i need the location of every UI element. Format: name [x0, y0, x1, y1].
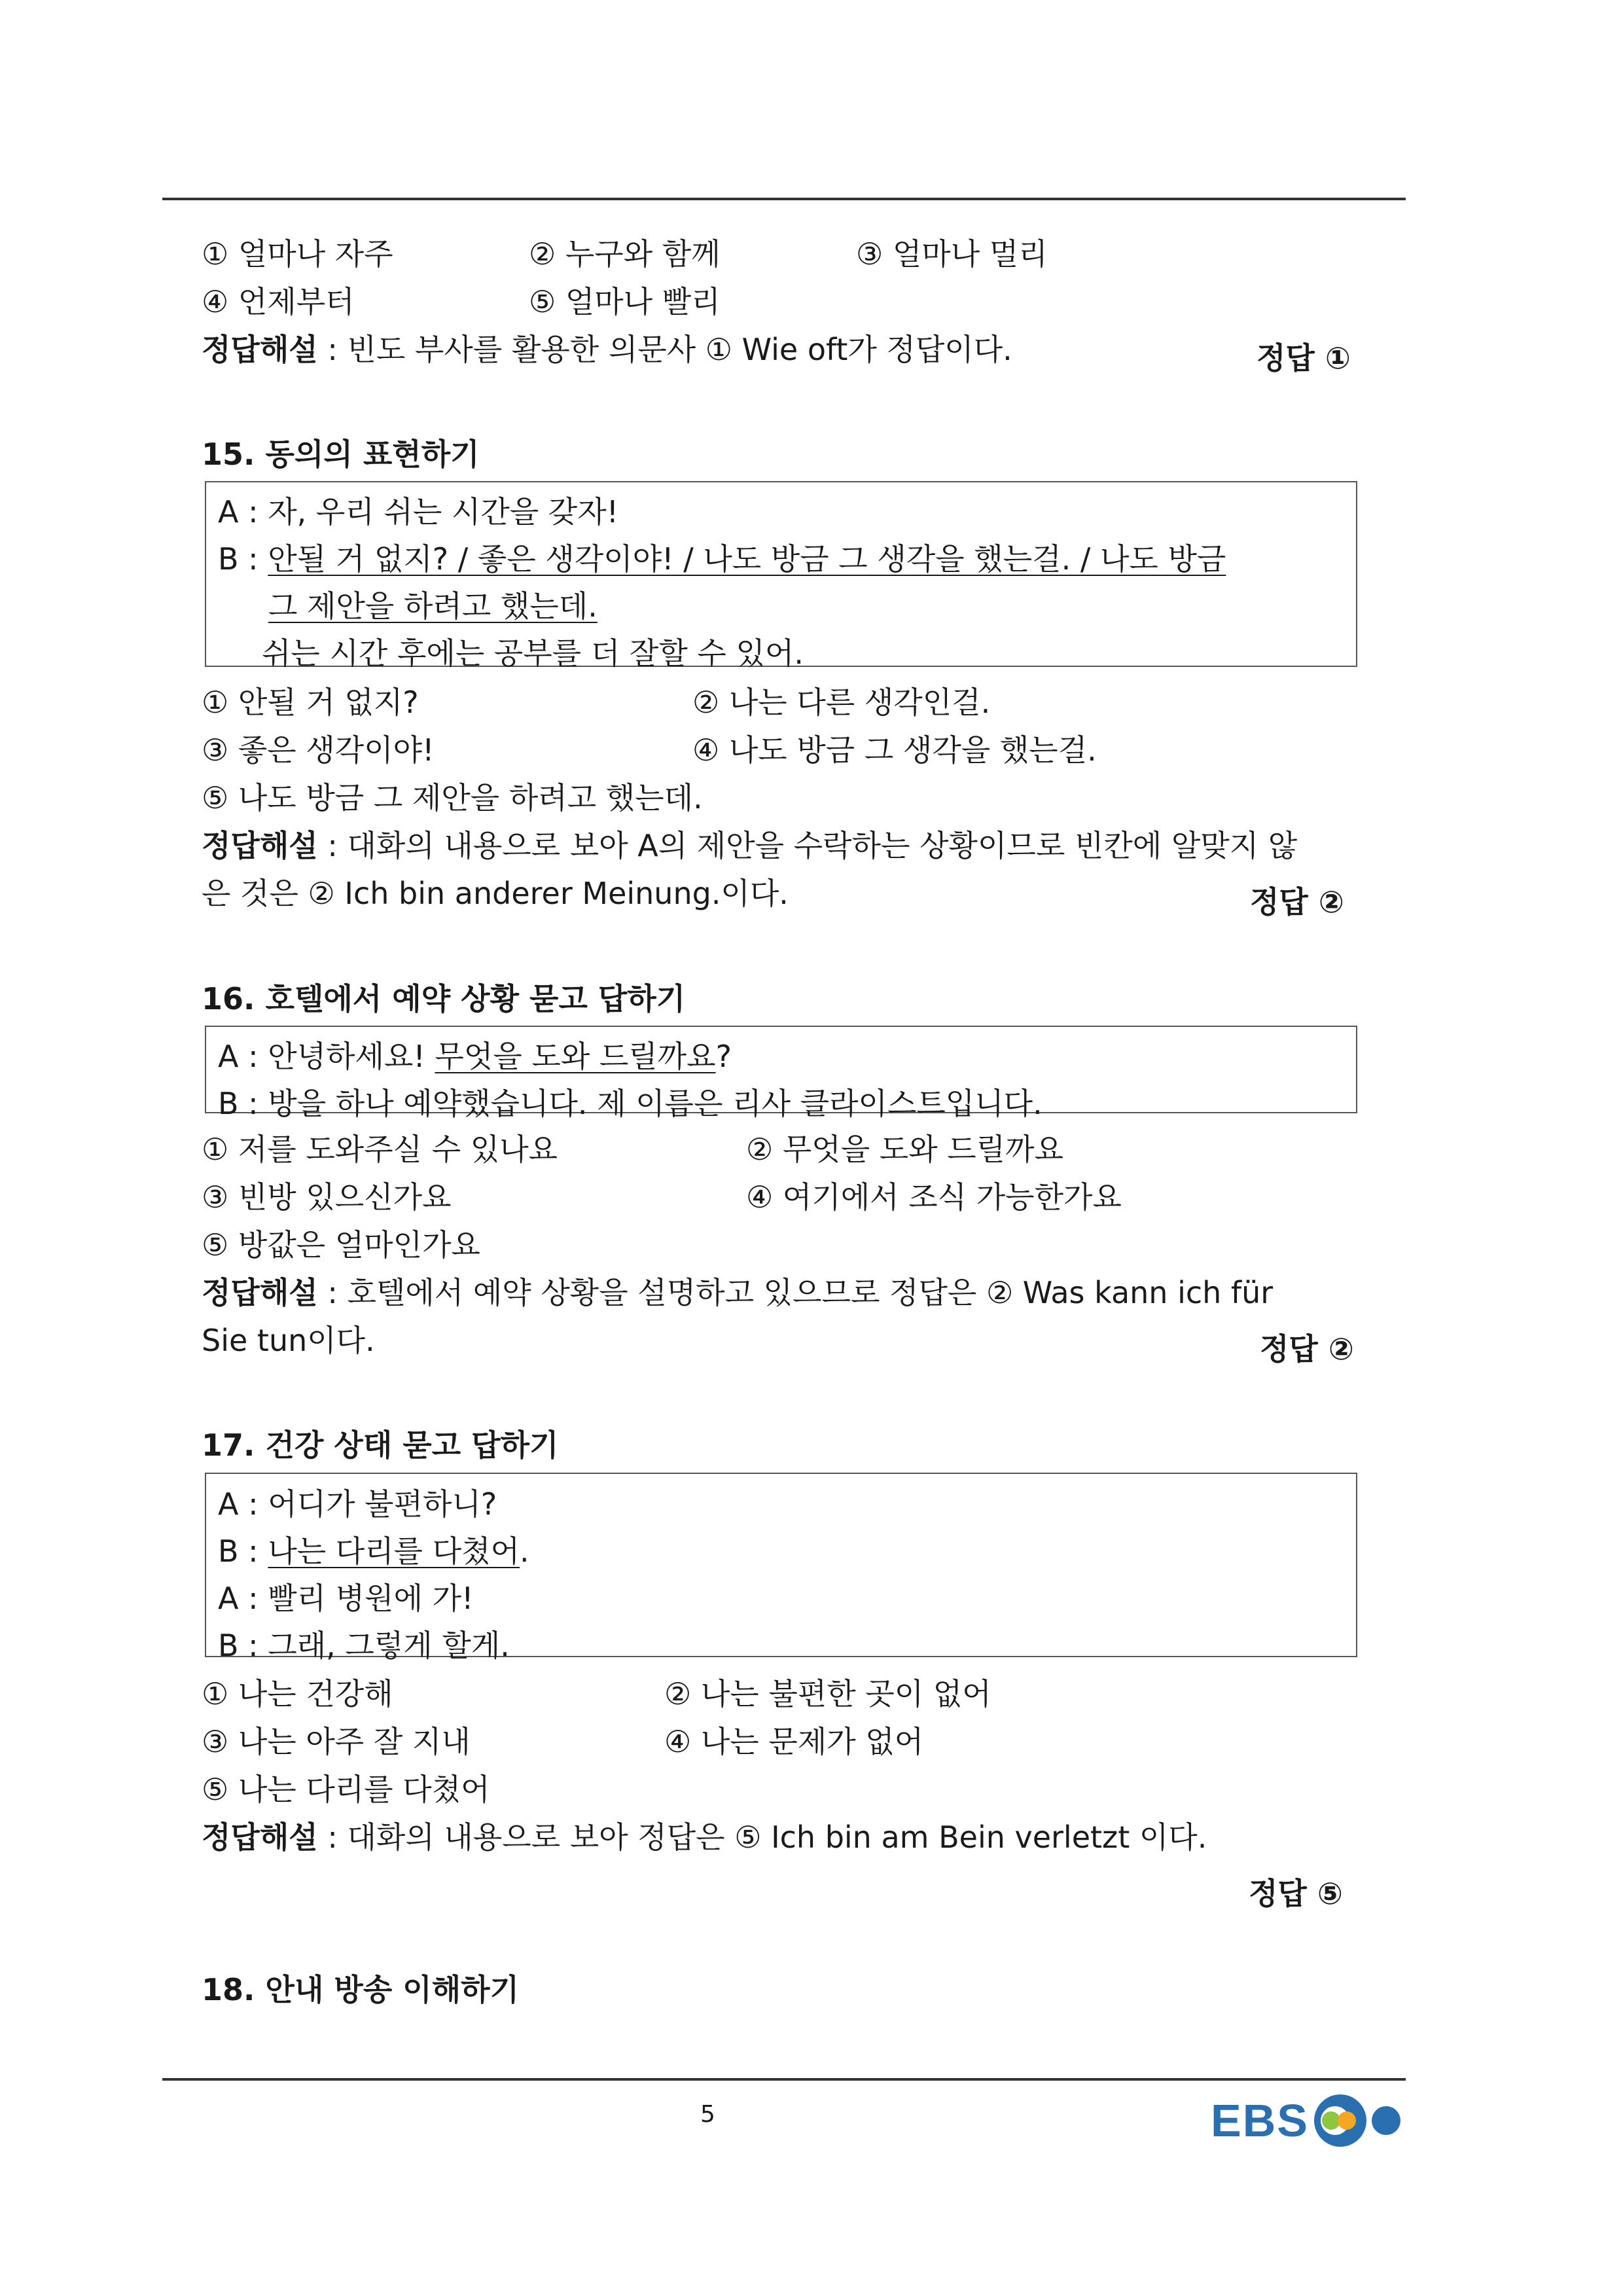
q17-option-1: ① 나는 건강해: [202, 1676, 393, 1712]
q16-title: 16. 호텔에서 예약 상황 묻고 답하기: [202, 981, 686, 1016]
q15-dialog-a1: A : 자, 우리 쉬는 시간을 갖자!: [218, 494, 619, 529]
q14-option-1: ① 얼마나 자주: [202, 236, 393, 272]
page-number: 5: [700, 2101, 715, 2128]
q14-option-4: ④ 언제부터: [202, 284, 355, 319]
q17-option-2: ② 나는 불편한 곳이 없어: [664, 1676, 991, 1712]
explanation-label: 정답해설: [202, 1820, 318, 1855]
q15-option-1: ① 안될 거 없지?: [202, 685, 419, 720]
q17-dialog-a1: A : 어디가 불편하니?: [218, 1486, 497, 1522]
header-rule: [162, 198, 1406, 200]
q15-dialog-b2: 그 제안을 하려고 했는데.: [268, 588, 597, 624]
q17-option-4: ④ 나는 문제가 없어: [664, 1724, 924, 1759]
q14-explanation: [202, 334, 1012, 365]
speaker-b: B :: [218, 541, 268, 577]
q17-answer: 정답 ⑤: [1249, 1876, 1343, 1911]
q17-explanation: [202, 1820, 1207, 1855]
q14-option-3: ③ 얼마나 멀리: [856, 236, 1048, 272]
punctuation: ?: [715, 1039, 732, 1074]
q16-option-4: ④ 여기에서 조식 가능한가요: [746, 1179, 1122, 1215]
q16-explanation-2: Sie tun이다.: [202, 1323, 375, 1358]
q16-dialog-a1: [218, 1033, 732, 1076]
q18-title: 18. 안내 방송 이해하기: [202, 1972, 520, 2007]
explanation-text: : 호텔에서 예약 상황을 설명하고 있으므로 정답은 ② Was kann ich für: [317, 1275, 1274, 1310]
speaker-a: A : 안녕하세요!: [218, 1039, 435, 1074]
blank-underlined: 안될 거 없지? / 좋은 생각이야! / 나도 방금 그 생각을 했는걸. / 나도 방금: [268, 541, 1226, 577]
q16-option-3: ③ 빈방 있으신가요: [202, 1179, 452, 1215]
q15-option-5: ⑤ 나도 방금 그 제안을 하려고 했는데.: [202, 780, 703, 816]
explanation-label: 정답해설: [202, 828, 318, 863]
explanation-text: : 대화의 내용으로 보아 A의 제안을 수락하는 상황이므로 빈칸에 알맞지 않: [317, 828, 1298, 863]
q15-option-3: ③ 좋은 생각이야!: [202, 732, 435, 768]
q16-option-1: ① 저를 도와주실 수 있나요: [202, 1132, 558, 1167]
explanation-text: : 빈도 부사를 활용한 의문사 ① Wie oft가 정답이다.: [317, 332, 1012, 367]
q16-answer: 정답 ②: [1260, 1331, 1354, 1367]
q15-dialog-b1: [218, 535, 1226, 579]
ebs-logo-circles-icon: [1309, 2090, 1414, 2156]
q15-explanation-2: 은 것은 ② Ich bin anderer Meinung.이다.: [202, 876, 789, 911]
q16-option-2: ② 무엇을 도와 드릴까요: [746, 1132, 1064, 1167]
q16-option-5: ⑤ 방값은 얼마인가요: [202, 1227, 480, 1263]
q17-dialog-b2: B : 그래, 그렇게 할게.: [218, 1628, 510, 1663]
q17-title: 17. 건강 상태 묻고 답하기: [202, 1427, 559, 1463]
speaker-b: B :: [218, 1534, 268, 1569]
q14-answer: 정답 ①: [1257, 340, 1351, 376]
footer-rule: [162, 2078, 1406, 2081]
explanation-label: 정답해설: [202, 332, 318, 367]
q15-answer: 정답 ②: [1250, 884, 1344, 920]
q15-dialog-b3: 쉬는 시간 후에는 공부를 더 잘할 수 있어.: [262, 636, 804, 671]
q15-explanation-1: [202, 828, 1298, 863]
explanation-text: : 대화의 내용으로 보아 정답은 ⑤ Ich bin am Bein verletzt 이다.: [317, 1820, 1207, 1855]
explanation-label: 정답해설: [202, 1275, 318, 1310]
q15-option-4: ④ 나도 방금 그 생각을 했는걸.: [692, 732, 1097, 768]
q15-option-2: ② 나는 다른 생각인걸.: [692, 685, 991, 720]
q15-title: 15. 동의의 표현하기: [202, 437, 480, 472]
q17-option-3: ③ 나는 아주 잘 지내: [202, 1724, 471, 1759]
q16-explanation-1: [202, 1275, 1274, 1310]
ebs-logo-text: EBS: [1211, 2095, 1309, 2146]
q17-option-5: ⑤ 나는 다리를 다쳤어: [202, 1772, 490, 1807]
blank-underlined: 나는 다리를 다쳤어: [268, 1534, 520, 1569]
q14-option-2: ② 누구와 함께: [529, 236, 721, 272]
punctuation: .: [520, 1534, 529, 1569]
q17-dialog-a2: A : 빨리 병원에 가!: [218, 1581, 474, 1616]
q14-option-5: ⑤ 얼마나 빨리: [529, 284, 721, 319]
q17-dialog-b1: [218, 1528, 529, 1571]
q16-dialog-b1: B : 방을 하나 예약했습니다. 제 이름은 리사 클라이스트입니다.: [218, 1086, 1043, 1121]
blank-underlined: 무엇을 도와 드릴까요: [435, 1039, 716, 1074]
